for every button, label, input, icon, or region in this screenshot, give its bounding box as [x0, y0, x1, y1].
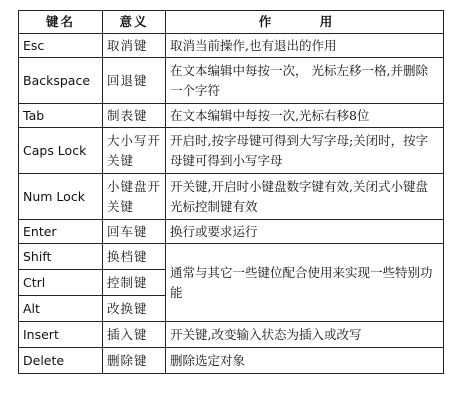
key-name-cell: Alt: [19, 296, 103, 322]
key-name-cell: Enter: [19, 220, 103, 244]
key-name-cell: Num Lock: [19, 174, 103, 220]
usage-cell: 删除选定对象: [166, 348, 444, 374]
key-name-cell: Shift: [19, 244, 103, 270]
key-name-cell: Backspace: [19, 58, 103, 104]
header-usage: 作 用: [166, 11, 444, 34]
table-row: [19, 34, 444, 58]
usage-cell: 开启时,按字母键可得到大写字母;关闭时，按字母键可得到小写字母: [166, 128, 444, 174]
table-row: [19, 128, 444, 174]
header-meaning: 意义: [103, 11, 166, 34]
usage-cell: 取消当前操作,也有退出的作用: [166, 34, 444, 58]
meaning-cell: 大小写开关键: [103, 128, 166, 174]
key-name-cell: Tab: [19, 104, 103, 128]
usage-cell: 开关键,开启时小键盘数字键有效,关闭式小键盘光标控制键有效: [166, 174, 444, 220]
meaning-cell: 小键盘开关键: [103, 174, 166, 220]
meaning-cell: 制表键: [103, 104, 166, 128]
key-name-cell: Esc: [19, 34, 103, 58]
header-key-name: 键名: [19, 11, 103, 34]
meaning-cell: 换档键: [103, 244, 166, 270]
usage-cell: 在文本编辑中每按一次,光标右移8位: [166, 104, 444, 128]
usage-cell: 开关键,改变输入状态为插入或改写: [166, 322, 444, 348]
meaning-cell: 回车键: [103, 220, 166, 244]
meaning-cell: 取消键: [103, 34, 166, 58]
meaning-cell: 回退键: [103, 58, 166, 104]
keyboard-keys-table: [18, 10, 444, 374]
meaning-cell: 插入键: [103, 322, 166, 348]
table-row: [19, 348, 444, 374]
meaning-cell: 删除键: [103, 348, 166, 374]
meaning-cell: 改换键: [103, 296, 166, 322]
table-row: [19, 58, 444, 104]
meaning-cell: 控制键: [103, 270, 166, 296]
table-header-row: [19, 11, 444, 34]
key-name-cell: Delete: [19, 348, 103, 374]
usage-cell: 在文本编辑中每按一次， 光标左移一格,并删除一个字符: [166, 58, 444, 104]
key-name-cell: Insert: [19, 322, 103, 348]
usage-cell: 换行或要求运行: [166, 220, 444, 244]
usage-cell-merged: 通常与其它一些键位配合使用来实现一些特别功能: [166, 244, 444, 322]
key-name-cell: Caps Lock: [19, 128, 103, 174]
key-name-cell: Ctrl: [19, 270, 103, 296]
table-row: [19, 244, 444, 270]
table-row: [19, 220, 444, 244]
table-row: [19, 174, 444, 220]
table-row: [19, 322, 444, 348]
table-row: [19, 104, 444, 128]
